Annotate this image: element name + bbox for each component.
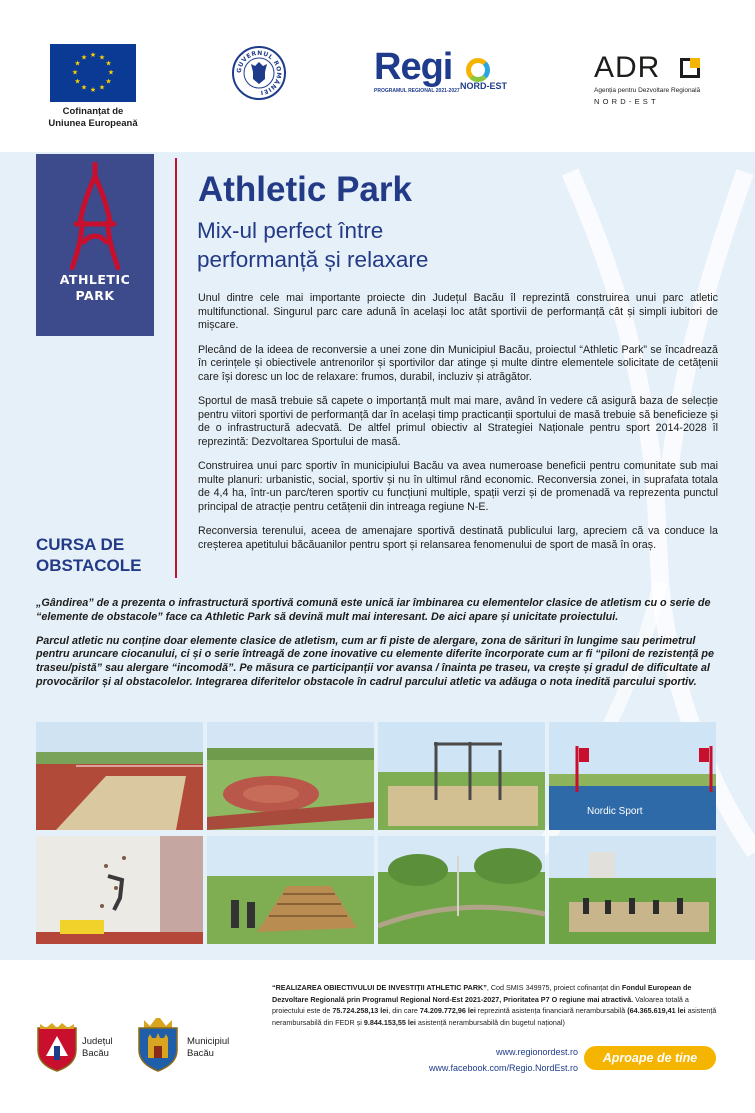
photo-park-trees [378, 836, 545, 944]
city-line1: Municipiul [187, 1036, 230, 1047]
svg-text:★: ★ [107, 68, 115, 77]
side-heading-line2: OBSTACOLE [36, 556, 142, 575]
county-label [82, 1036, 113, 1060]
paragraph: Sportul de masă trebuie să capete o importanță mult mai mare, având în vedere că asigură baza de selecție pentru viitori sportivi de performanță dar în același timp practicanții sportului de masă trebuie să beneficieze și de o infrastructură adecvată. De altfel primul obiectiv al Strategiei Naționale pentru sport 2014-2028 îl reprezintă: Dezvoltarea Sportului de masă. [198, 395, 718, 448]
eu-caption-line2: Uniunea Europeană [48, 118, 138, 129]
svg-text:★: ★ [98, 53, 106, 62]
facebook-link[interactable]: www.facebook.com/Regio.NordEst.ro [428, 1063, 578, 1073]
funding-fedr: (64.365.619,41 lei [627, 1006, 686, 1016]
svg-text:★: ★ [80, 53, 88, 62]
regio-ring-icon [466, 58, 490, 82]
photo-overlay-text: Nordic Sport [587, 806, 643, 817]
funding-fund: Fondul European de Dezvoltare Regională prin Programul Regional Nord-Est 2021-2027, Prioritatea P7 O regiune mai atractivă. [272, 983, 692, 1004]
eiffel-tower-logo-icon [70, 162, 120, 270]
athletic-park-logo [36, 154, 154, 336]
seal-text: GUVERNUL ROMÂNIEI [235, 49, 283, 96]
italic-text [36, 597, 720, 700]
funding-fedr-label: asistență nerambursabilă din FEDR și [272, 1006, 717, 1027]
adr-agency-name: Agenția pentru Dezvoltare Regională [594, 87, 701, 94]
photo-running-track [207, 722, 374, 830]
county-crest-icon [36, 1022, 78, 1077]
city-label [187, 1036, 229, 1060]
svg-text:★: ★ [89, 86, 97, 94]
funding-code: , Cod SMIS 349975, proiect cofinanțat din [486, 983, 622, 992]
svg-text:★: ★ [105, 77, 112, 86]
photo-balance-posts [549, 836, 716, 944]
footer-links [396, 1044, 578, 1076]
paragraph: Reconversia terenului, aceea de amenajare sportivă destinată publicului larg, apreciem că va conduce la creșterea apetitului băcăuanilor pentru sport și relansarea fenomenului de sport de masă în oraș. [198, 525, 718, 551]
photo-workout-bars [378, 722, 545, 830]
paragraph: Construirea unui parc sportiv în municipiului Bacău va avea numeroase beneficii pentru comunitate sub mai multe planuri: urbanistic, social, sportiv și nu în ultimul rând economic. Reconversia zonei, in suprafata totala de 4,4 ha, într-un parc/teren sportiv cu funcțiuni multiple, spații verzi și de promenadă va reprezenta punctul principal de atracție pentru cetățenii din intreaga regiune N-E. [198, 460, 718, 513]
regio-logo [374, 46, 507, 96]
regio-region: NORD-EST [460, 81, 507, 91]
funding-national: 9.844.153,55 lei [363, 1017, 416, 1027]
footer [0, 960, 755, 1113]
photo-climbing-wall [36, 836, 203, 944]
county-line1: Județul [82, 1036, 113, 1047]
regio-programme: PROGRAMUL REGIONAL 2021-2027 [374, 88, 460, 94]
city-crest-icon [136, 1016, 180, 1077]
page-subtitle [197, 216, 428, 274]
svg-text:★: ★ [71, 68, 79, 77]
photo-long-jump-pit [36, 722, 203, 830]
logo-header [0, 0, 755, 152]
eu-caption [36, 106, 150, 130]
svg-text:★: ★ [89, 51, 97, 59]
slogan-badge: Aproape de tine [584, 1046, 716, 1070]
eu-caption-line1: Cofinanțat de [62, 106, 124, 117]
funding-grant-label: reprezintă asistența financiară nerambursabilă [475, 1006, 628, 1016]
website-link[interactable]: www.regionordest.ro [495, 1047, 578, 1057]
government-seal-logo [231, 45, 287, 101]
italic-paragraph: Parcul atletic nu conține doar elemente clasice de atletism, cum ar fi piste de alergare, zona de sărituri în lungime sau perimetrul pentru aruncare ciocanului, ci și o serie întreagă de zone inovative cu elemente diferite încorporate cum ar fi “piloni de rezistență pe traseu/pistă” sau alergare “incomodă”. Pe măsura ce participanții vor avansa / înainta pe traseu, va crește și gradul de dificultate al provocărilor și al obstacolelor. Integrarea diferitelor obstacole în cadrul parcului atletic va adăuga o nota inedită parcului sportiv. [36, 634, 714, 688]
page-title: Athletic Park [198, 170, 412, 209]
funding-total: 75.724.258,13 lei [332, 1006, 389, 1016]
photo-obstacle-ramp [207, 836, 374, 944]
main-panel [0, 152, 755, 960]
brand-line2: PARK [75, 288, 115, 303]
adr-logo [594, 51, 714, 107]
funding-value-label: Valoarea totală a proiectului este de [272, 994, 689, 1016]
funding-intro: “REALIZAREA OBIECTIVULUI DE INVESTIȚII ATHLETIC PARK” [272, 983, 487, 992]
subtitle-line2: performanță și relaxare [197, 247, 429, 272]
vertical-divider [175, 158, 177, 578]
subtitle-line1: Mix-ul perfect între [197, 218, 384, 243]
svg-text:★: ★ [105, 59, 112, 68]
svg-text:★: ★ [80, 83, 88, 92]
regio-wordmark: Regi [374, 46, 453, 88]
funding-national-label: asistență nerambursabilă din bugetul național) [415, 1017, 565, 1027]
adr-region: NORD-EST [594, 97, 659, 106]
paragraph: Unul dintre cele mai importante proiecte din Județul Bacău îl reprezintă construirea unui parc atletic multifunctional. Singurul parc care adună în același loc atât sportivii de performanță cât și simpli iubitori de mișcare. [198, 292, 718, 331]
photo-nordic-sport-court [549, 722, 716, 830]
eu-flag-logo [50, 44, 136, 102]
svg-text:★: ★ [74, 59, 81, 68]
side-heading-line1: CURSA DE [36, 535, 125, 554]
funding-of-which: , din care [388, 1006, 420, 1016]
city-line2: Bacău [187, 1048, 214, 1059]
funding-grant: 74.209.772,96 lei [419, 1006, 476, 1016]
side-heading [36, 534, 176, 576]
funding-statement [272, 982, 722, 1028]
paragraph: Plecând de la ideea de reconversie a unei zone din Municipiul Bacău, proiectul “Athletic Park” se încadrează în cerințele și obiectivele antrenorilor și sportivilor dar atinge și multe dintre elementele solicitate de cetățenii care își doresc un loc de relaxare: frumos, durabil, incluziv și atrăgător. [198, 343, 718, 383]
svg-text:★: ★ [74, 77, 81, 86]
brand-line1: ATHLETIC [59, 272, 131, 287]
photo-grid [36, 722, 716, 944]
county-line2: Bacău [82, 1048, 109, 1059]
adr-wordmark: ADR [594, 51, 661, 84]
italic-paragraph: „Gândirea” de a prezenta o infrastructură sportivă comună este unică iar îmbinarea cu elementelor clasice de atletism cu o serie de “elemente de obstacole” face ca Athletic Park să devină mult mai interesant. De aici apare și unicitate proiectului. [36, 597, 711, 623]
svg-text:★: ★ [98, 83, 106, 92]
body-text [198, 292, 718, 563]
adr-square-icon [680, 58, 700, 78]
